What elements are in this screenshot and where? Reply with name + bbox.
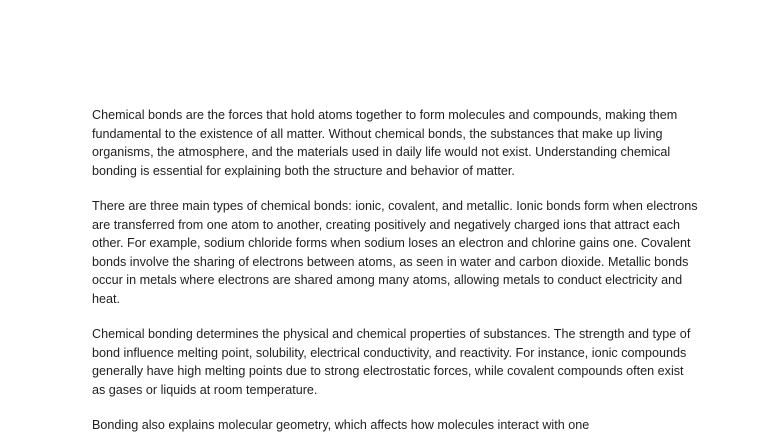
document-body [92,106,700,441]
paragraph-4: Bonding also explains molecular geometry, which affects how molecules interact with one [92,418,590,432]
paragraph-3: Chemical bonding determines the physical and chemical properties of substances. The strength and type of bond influence melting point, solubility, electrical conductivity, and reactivity. For instance, ionic compounds generally have high melting points due to strong electrostatic forces, while covalent compounds often exist as gases or liquids at room temperature. [92,327,691,397]
paragraph-1: Chemical bonds are the forces that hold atoms together to form molecules and compounds, making them fundamental to the existence of all matter. Without chemical bonds, the substances that make up living organisms, the atmosphere, and the materials used in daily life would not exist. Understanding chemical bonding is essential for explaining both the structure and behavior of matter. [92,108,678,178]
paragraph-2: There are three main types of chemical bonds: ionic, covalent, and metallic. Ionic bonds form when electrons are transferred from one atom to another, creating positively and negatively charged ions that attract each other. For example, sodium chloride forms when sodium loses an electron and chlorine gains one. Covalent bonds involve the sharing of electrons between atoms, as seen in water and carbon dioxide. Metallic bonds occur in metals where electrons are shared among many atoms, allowing metals to conduct electricity and heat. [92,199,698,306]
